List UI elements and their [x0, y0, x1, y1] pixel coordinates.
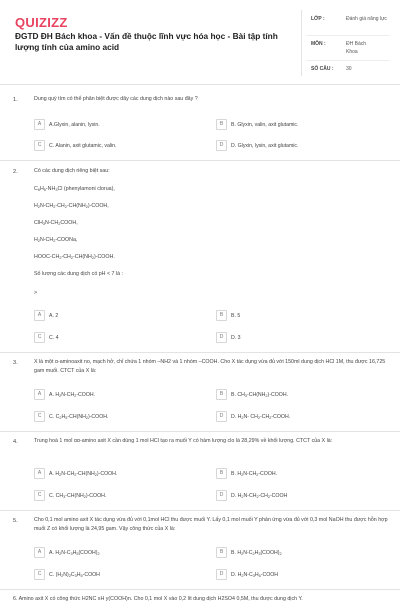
- meta-value-class: Đánh giá năng lực: [346, 16, 387, 22]
- option-text: C. $C_2H_5-CH(NH_2)$-COOH.: [49, 413, 109, 420]
- option-letter-a: A: [34, 310, 45, 321]
- option-letter-c: C: [34, 411, 45, 422]
- option-text: C. $CH_3-CH(NH_2)$-COOH.: [49, 492, 107, 499]
- option-letter-b: B: [216, 468, 227, 479]
- question-text: Dung quỳ tím có thể phân biệt được dãy các dung dịch nào sau đây ?: [34, 96, 198, 102]
- answer-option-a[interactable]: [34, 547, 100, 558]
- answer-option-a[interactable]: [34, 119, 100, 130]
- option-text: D. Glyxin, lysin, axit glutamic.: [231, 142, 299, 149]
- option-text: C. Alanin, axit glutamic, valin.: [49, 142, 117, 149]
- option-text: B. $CH_3-CH(NH_2)$-COOH.: [231, 391, 289, 398]
- question-separator: [0, 431, 400, 432]
- question-number: 3.: [13, 360, 18, 366]
- answer-option-b[interactable]: [216, 119, 298, 130]
- question-separator: [0, 160, 400, 161]
- option-text: D. $H_2N-CH_2-CH_2$-COOH: [231, 492, 288, 499]
- option-letter-d: D: [216, 569, 227, 580]
- question-separator: [0, 352, 400, 353]
- meta-divider: [306, 60, 390, 61]
- next-question-partial: 6. Amino axit X có công thức H2NC xH y(COOH)n. Cho 0,1 mol X vào 0,2 lít dung dịch H2SO4 0,5M, thu được dung dịch Y.: [13, 596, 303, 602]
- answer-option-a[interactable]: [34, 389, 95, 400]
- answer-option-c[interactable]: [34, 569, 100, 580]
- question-text: Có các dung dịch riêng biệt sau:: [34, 168, 110, 174]
- meta-divider: [306, 35, 390, 36]
- option-letter-c: C: [34, 332, 45, 343]
- answer-option-c[interactable]: [34, 140, 116, 151]
- answer-option-d[interactable]: [216, 332, 241, 343]
- option-letter-a: A: [34, 468, 45, 479]
- option-text: B. $H_2N-CH_2$-COOH.: [231, 470, 278, 477]
- question-separator: [0, 589, 400, 590]
- answer-option-c[interactable]: [34, 411, 108, 422]
- header-separator: [0, 84, 400, 85]
- formula-line: $H_2N-CH_2$-COONa,: [34, 237, 78, 243]
- formula-line: HOOC-$CH_2-CH_2-CH(NH_2)$-COOH.: [34, 254, 115, 260]
- answer-option-b[interactable]: [216, 310, 240, 321]
- question-separator: [0, 510, 400, 511]
- meta-label-count: SỐ CÂU :: [311, 66, 334, 72]
- answer-option-b[interactable]: [216, 547, 282, 558]
- option-text: B. 5: [231, 312, 241, 319]
- answer-option-a[interactable]: [34, 468, 117, 479]
- option-text: A.Glyxin, alanin, lysin.: [49, 121, 100, 128]
- question-number: 4.: [13, 439, 18, 445]
- option-letter-c: C: [34, 490, 45, 501]
- option-letter-c: C: [34, 140, 45, 151]
- option-text: D. $H_2N-C_3H_6$-COOH: [231, 571, 279, 578]
- option-letter-b: B: [216, 389, 227, 400]
- meta-label-subject: MÔN :: [311, 41, 326, 47]
- question-text: X là một α-aminoaxit no, mạch hở, chỉ chứa 1 nhóm –NH2 và 1 nhóm –COOH. Cho X tác dụng vừa đủ với 150ml dung dịch HCl 1M, thu được 16,725 gam muối. CTCT của X là:: [34, 359, 386, 374]
- option-text: A. 2: [49, 312, 59, 319]
- meta-value-subject: ĐH Bách Khoa: [346, 41, 367, 55]
- option-text: A. $H_2N-C_3H_5(COOH)_2$: [49, 549, 100, 556]
- option-letter-b: B: [216, 547, 227, 558]
- option-text: B. Glyxin, valin, axit glutamic.: [231, 121, 299, 128]
- option-text: C. 4: [49, 334, 59, 341]
- answer-option-d[interactable]: [216, 569, 278, 580]
- option-text: D. $H_2N-$ $CH_2-CH_2$-COOH.: [231, 413, 291, 420]
- option-letter-d: D: [216, 411, 227, 422]
- question-number: 5.: [13, 518, 18, 524]
- header-divider: [301, 10, 302, 76]
- formula-line: $C_6H_5-NH_3Cl$ (phenylamoni clorua),: [34, 186, 115, 192]
- meta-value-count: 30: [346, 66, 352, 72]
- question-text: Trung hoà 1 mol αα-amino axit X cần dùng 1 mol HCl tạo ra muối Y có hàm lượng clo là 28,29% về khối lượng. CTCT của X là:: [34, 438, 333, 444]
- answer-option-b[interactable]: [216, 468, 277, 479]
- option-text: D. 3: [231, 334, 241, 341]
- option-letter-a: A: [34, 389, 45, 400]
- worksheet-title: ĐGTD ĐH Bách khoa - Vấn đề thuộc lĩnh vực hóa học - Bài tập tính lượng tính của amino acid: [15, 31, 278, 52]
- question-text: Cho 0,1 mol amino axit X tác dụng vừa đủ với 0,1mol HCl thu được muối Y. Lấy 0,1 mol muối Y phản ứng vừa đủ với 0,3 mol NaOH thu được hỗn hợp muối Z có khối lượng là 24,95 gam. Vậy công thức của X là:: [34, 517, 388, 532]
- option-letter-d: D: [216, 140, 227, 151]
- formula-line: $ClH_3N-CH_2COOH$,: [34, 220, 78, 226]
- option-letter-d: D: [216, 490, 227, 501]
- answer-option-d[interactable]: [216, 140, 298, 151]
- question-number: 1.: [13, 97, 18, 103]
- question-prompt: Số lượng các dung dịch có pH < 7 là :: [34, 271, 124, 277]
- answer-option-b[interactable]: [216, 389, 288, 400]
- option-letter-c: C: [34, 569, 45, 580]
- extra-mark: >: [34, 290, 38, 296]
- option-letter-d: D: [216, 332, 227, 343]
- answer-option-c[interactable]: [34, 332, 59, 343]
- option-letter-a: A: [34, 119, 45, 130]
- quizizz-logo: QUIZIZZ: [15, 15, 68, 30]
- option-text: B. $H_2N-C_2H_3(COOH)_2$: [231, 549, 282, 556]
- option-text: A. $H_2N-CH_2$-COOH.: [49, 391, 96, 398]
- option-text: A. $H_2N-CH_2-CH(NH_2)$-COOH.: [49, 470, 118, 477]
- option-letter-b: B: [216, 310, 227, 321]
- option-text: C. $(H_2N)_2C_3H_5$-COOH: [49, 571, 100, 578]
- meta-label-class: LỚP :: [311, 16, 325, 22]
- option-letter-a: A: [34, 547, 45, 558]
- option-letter-b: B: [216, 119, 227, 130]
- answer-option-d[interactable]: [216, 411, 290, 422]
- answer-option-c[interactable]: [34, 490, 106, 501]
- answer-option-a[interactable]: [34, 310, 58, 321]
- question-number: 2.: [13, 169, 18, 175]
- answer-option-d[interactable]: [216, 490, 287, 501]
- formula-line: $H_2N-CH_2-CH_2-CH(NH_2)$-COOH,: [34, 203, 109, 209]
